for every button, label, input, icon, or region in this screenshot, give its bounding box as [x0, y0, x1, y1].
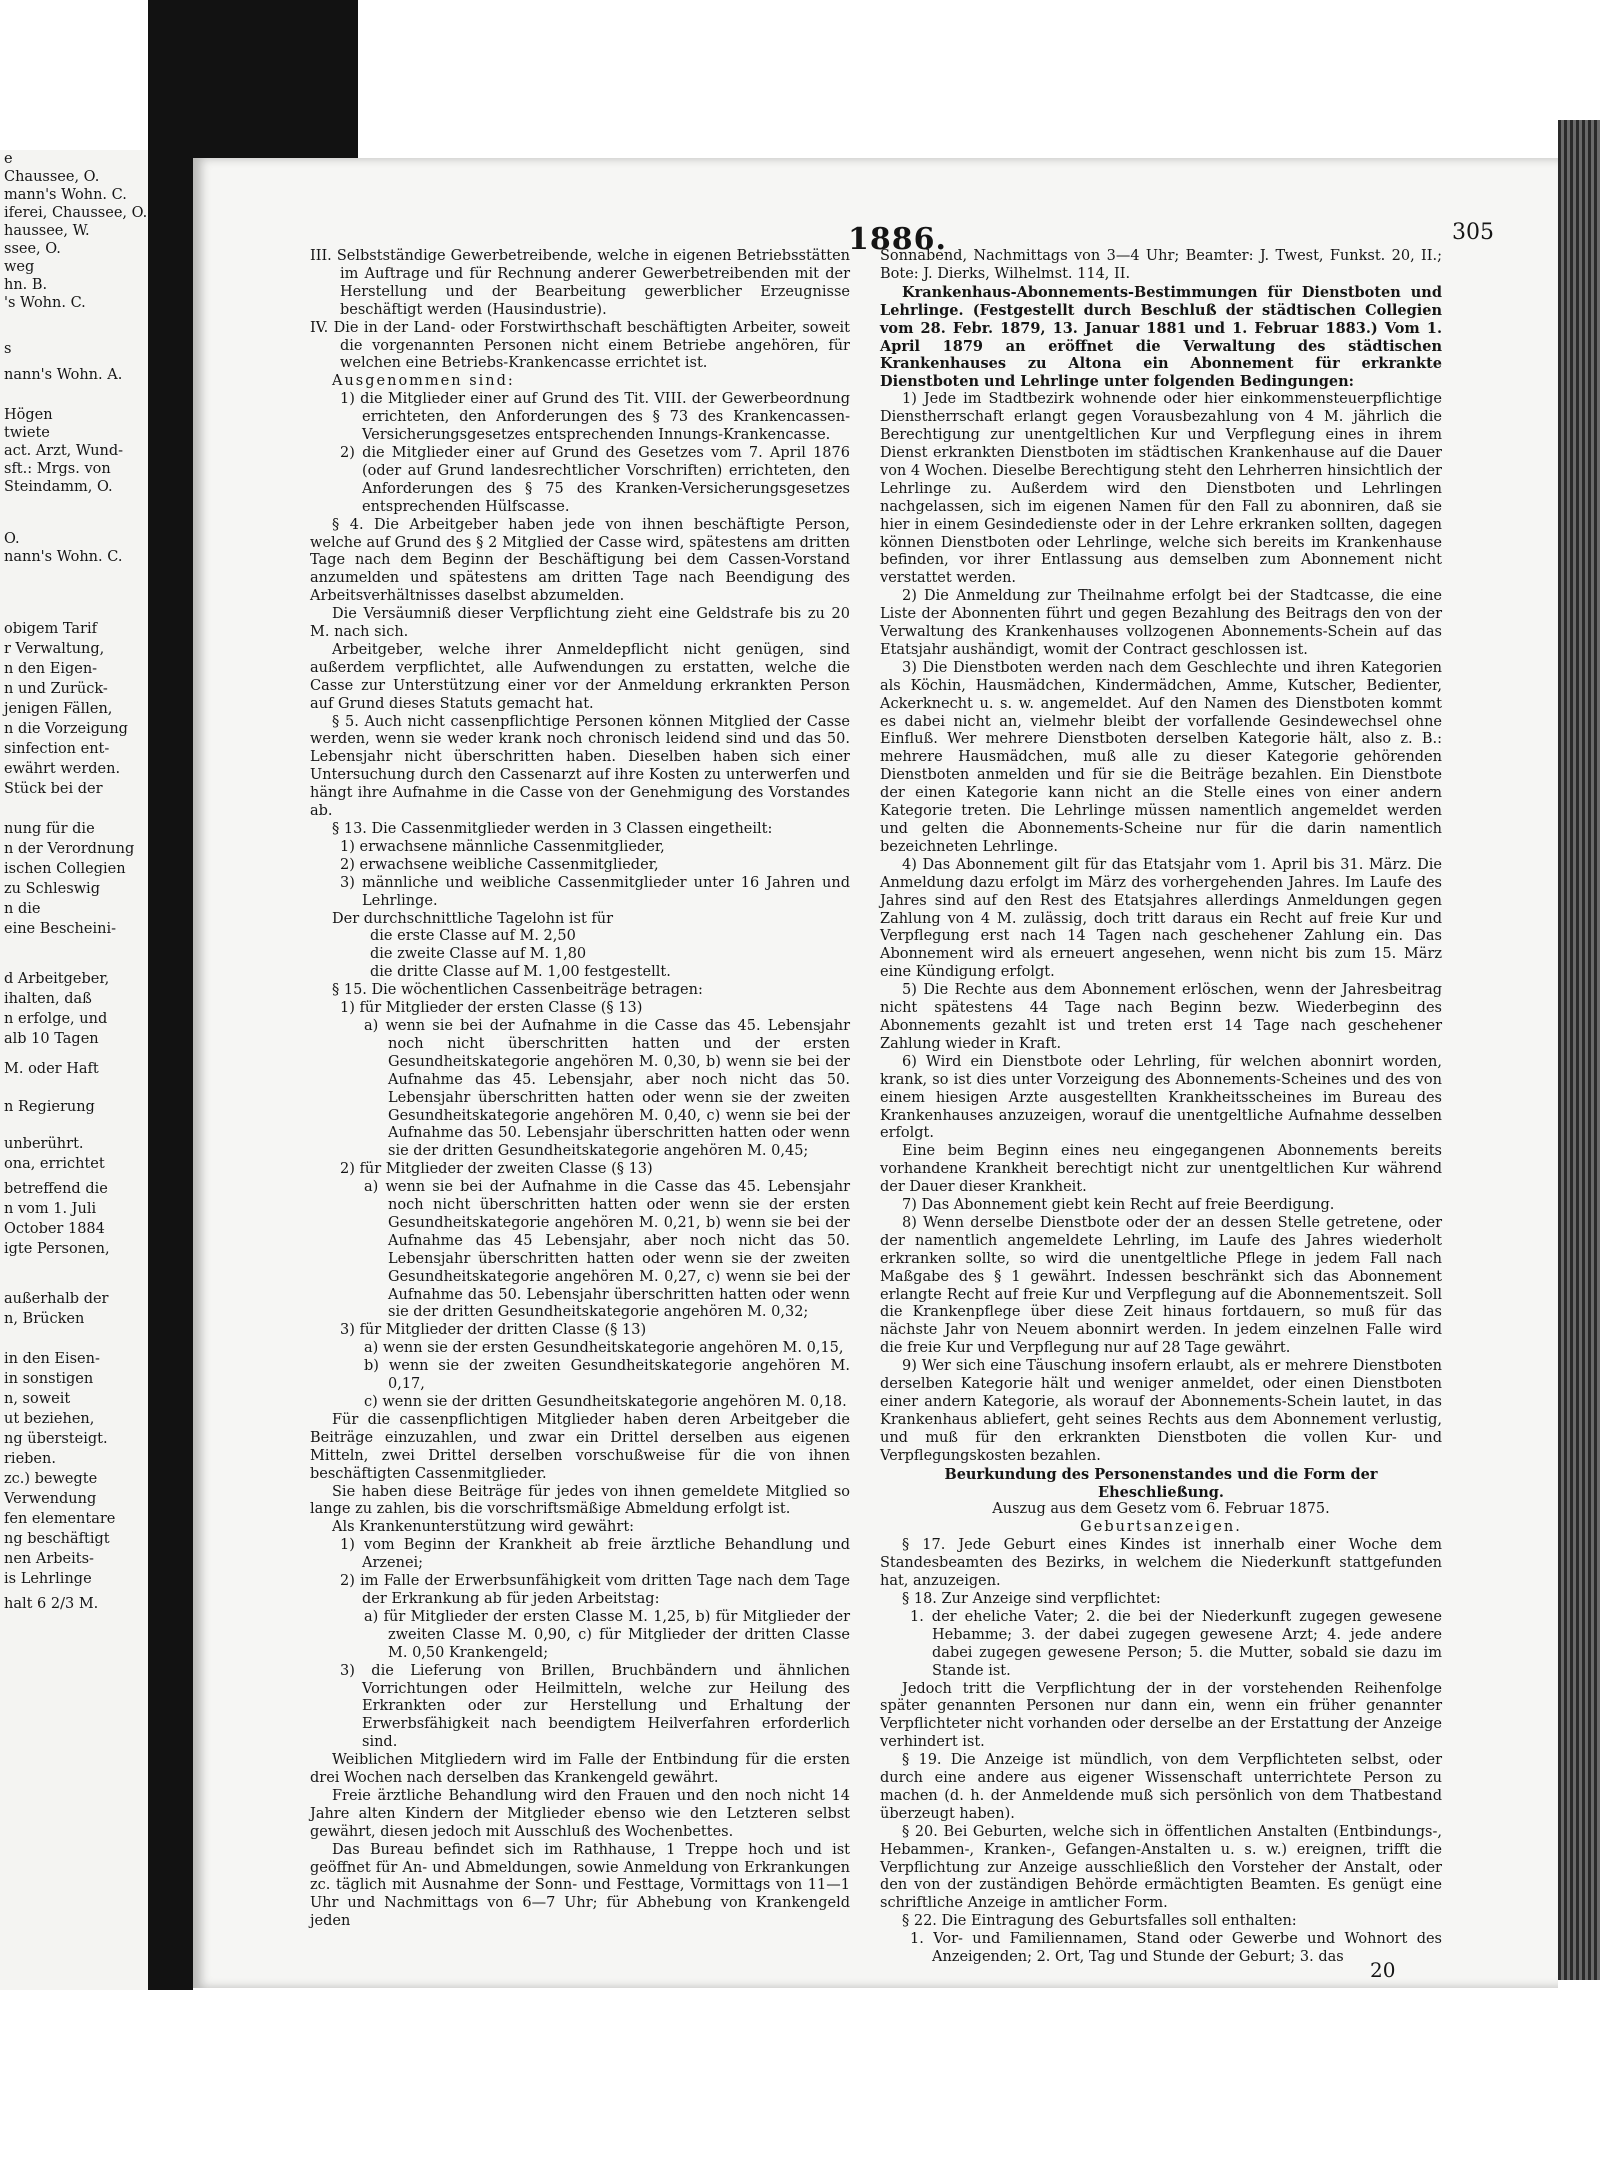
right-column-paragraph: 1. Vor- und Familiennamen, Stand oder Gewerbe und Wohnort des Anzeigenden; 2. Ort, Tag und Stunde der Geburt; 3. das	[910, 1931, 1442, 1966]
fragment-line: n vom 1. Juli	[4, 1201, 97, 1217]
right-column-paragraph: § 22. Die Eintragung des Geburtsfalles soll enthalten:	[902, 1913, 1297, 1930]
fragment-line: ihalten, daß	[4, 991, 92, 1007]
fragment-line: ut beziehen,	[4, 1411, 95, 1427]
left-column-paragraph: 1) die Mitglieder einer auf Grund des Tit. VIII. der Gewerbeordnung errichteten, den Anforderungen des § 73 des Krankencassen-Versicherungsgesetzes entsprechenden Innungs-Krankencasse.	[340, 391, 850, 444]
fragment-line: Stück bei der	[4, 781, 103, 797]
fragment-line: n der Verordnung	[4, 841, 135, 857]
left-column-paragraph: Ausgenommen sind:	[332, 373, 515, 390]
fragment-line: d Arbeitgeber,	[4, 971, 110, 987]
fragment-line: Högen	[4, 407, 53, 423]
right-text-column	[880, 248, 1442, 1967]
right-column-paragraph: 1) Jede im Stadtbezirk wohnende oder hier einkommensteuerpflichtige Dienstherrschaft erlangt gegen Vorausbezahlung von 4 M. jährlich die Berechtigung zur unentgeltlichen Kur und Verpflegung eines in ihrem Dienst erkrankten Dienstboten im städtischen Krankenhause auf die Dauer von 4 Wochen. Dieselbe Berechtigung steht den Lehrherren hinsichtlich der Lehrlinge zu. Außerdem wird den Dienstboten und Lehrlingen nachgelassen, sich im eigenen Namen für den Fall zu abonniren, daß sie hier in einem Gesindedienste oder in der Lehre erkranken sollten, dagegen können Dienstboten oder Lehrlinge, welche sich bereits im Krankenhause befinden, vor ihrer Entlassung aus demselben zum Abonnement nicht verstattet werden.	[880, 391, 1442, 587]
fragment-line: betreffend die	[4, 1181, 108, 1197]
left-column-paragraph: die zweite Classe auf M. 1,80	[370, 946, 587, 963]
right-column-paragraph: § 18. Zur Anzeige sind verpflichtet:	[902, 1590, 1161, 1607]
left-column-paragraph: a) wenn sie bei der Aufnahme in die Casse das 45. Lebensjahr noch nicht überschritten hatten und der ersten Gesundheitskategorie angehören M. 0,30, b) wenn sie bei der Aufnahme das 45. Lebensjahr, aber noch nicht das 50. Lebensjahr überschritten hatten oder wenn sie der zweiten Gesundheitskategorie angehören M. 0,40, c) wenn sie bei der Aufnahme das 50. Lebensjahr überschritten hatten oder wenn sie der dritten Gesundheitskategorie angehören M. 0,45;	[364, 1017, 850, 1160]
fragment-line: M. oder Haft	[4, 1061, 99, 1077]
right-column-paragraph: 8) Wenn derselbe Dienstbote oder der an dessen Stelle getretene, oder der namentlich angemeldete Lehrling, im Laufe des Jahres wiederholt erkranken sollte, so wird die unentgeltliche Pflege in jedem Fall nach Maßgabe des § 1 gewährt. Indessen beschränkt sich das Abonnement erlangte Recht auf freie Kur und Verpflegung auf die Abonnementszeit. Soll die Krankenpflege über diese Zeit hinaus fortdauern, so muß für das nächste Jahr von Neuem abonnirt werden. In jedem einzelnen Falle wird die freie Kur und Verpflegung nur auf 28 Tage gewährt.	[880, 1214, 1442, 1357]
fragment-line: sinfection ent-	[4, 741, 110, 757]
left-column-paragraph: 1) vom Beginn der Krankheit ab freie ärztliche Behandlung und Arzenei;	[340, 1537, 850, 1572]
left-column-paragraph: Der durchschnittliche Tagelohn ist für	[332, 910, 614, 927]
fragment-line: is Lehrlinge	[4, 1571, 92, 1587]
left-column-paragraph: 2) erwachsene weibliche Cassenmitglieder,	[340, 856, 659, 873]
left-column-paragraph: c) wenn sie der dritten Gesundheitskategorie angehören M. 0,18.	[364, 1394, 847, 1410]
fragment-line: nann's Wohn. A.	[4, 367, 123, 383]
left-column-paragraph: a) wenn sie der ersten Gesundheitskategorie angehören M. 0,15,	[364, 1340, 844, 1357]
fragment-line: jenigen Fällen,	[4, 701, 113, 717]
left-column-paragraph: 3) männliche und weibliche Cassenmitglieder unter 16 Jahren und Lehrlinge.	[340, 874, 850, 909]
fragment-line: eine Bescheini-	[4, 921, 116, 937]
left-column-paragraph: Arbeitgeber, welche ihrer Anmeldepflicht nicht genügen, sind außerdem verpflichtet, alle Aufwendungen zu erstatten, welche die Casse zur Unterstützung einer vor der Anmeldung erkrankten Person auf Grund dieses Statuts gemacht hat.	[310, 641, 850, 712]
right-column-paragraph: 2) Die Anmeldung zur Theilnahme erfolgt bei der Stadtcasse, die eine Liste der Abonnenten führt und gegen Bezahlung des Beitrags den von der Verwaltung des Krankenhauses vollzogenen Abonnements-Schein auf das Etatsjahr aushändigt, womit der Contract geschlossen ist.	[880, 588, 1442, 658]
fragment-line: obigem Tarif	[4, 621, 97, 637]
left-column-paragraph: Das Bureau befindet sich im Rathhause, 1 Treppe hoch und ist geöffnet für An- und Abmeldungen, sowie Anmeldung von Erkrankungen zc. täglich mit Ausnahme der Sonn- und Festtage, Vormittags von 11—1 Uhr und Nachmittags von 6—7 Uhr; für Abhebung von Krankengeld jeden	[310, 1841, 850, 1930]
fragment-line: in sonstigen	[4, 1371, 94, 1387]
left-column-paragraph: a) für Mitglieder der ersten Classe M. 1,25, b) für Mitglieder der zweiten Classe M. 0,90, c) für Mitglieder der dritten Classe M. 0,50 Krankengeld;	[364, 1608, 850, 1661]
fragment-line: rieben.	[4, 1451, 56, 1467]
left-column-paragraph: Die Versäumniß dieser Verpflichtung zieht eine Geldstrafe bis zu 20 M. nach sich.	[310, 606, 850, 641]
right-column-paragraph: 3) Die Dienstboten werden nach dem Geschlechte und ihren Kategorien als Köchin, Hausmädchen, Kindermädchen, Amme, Kutscher, Bedienter, Ackerknecht u. s. w. angemeldet. Auf den Namen des Dienstboten kommt es dabei nicht an, vielmehr bleibt der vorfallende Gesindewechsel ohne Einfluß. Wer mehrere Dienstboten derselben Kategorie hält, also z. B.: mehrere Hausmädchen, muß alle zu dieser Kategorie gehörenden Dienstboten anmelden und für sie die Beiträge bezahlen. Ein Dienstbote der einen Kategorie kann nicht an die Stelle eines von einer andern Kategorie treten. Die Lehrlinge müssen namentlich angemeldet werden und gelten die Abonnements-Scheine nur für die darin namentlich bezeichneten Lehrlinge.	[880, 659, 1442, 855]
left-column-paragraph: 3) die Lieferung von Brillen, Bruchbändern und ähnlichen Vorrichtungen oder Heilmitteln, welche zur Heilung des Erkrankten oder zur Herstellung und Erhaltung der Erwerbsfähigkeit nach beendigtem Heilverfahren erforderlich sind.	[340, 1662, 850, 1751]
fragment-line: ng beschäftigt	[4, 1531, 110, 1547]
right-column-paragraph: Krankenhaus-Abonnements-Bestimmungen für Dienstboten und Lehrlinge. (Festgestellt durch Beschluß der städtischen Collegien vom 28. Febr. 1879, 13. Januar 1881 und 1. Februar 1883.) Vom 1. April 1879 an eröffnet die Verwaltung des städtischen Krankenhauses zu Altona ein Abonnement für erkrankte Dienstboten und Lehrlinge unter folgenden Bedingungen:	[880, 283, 1442, 391]
fragment-line: igte Personen,	[4, 1241, 110, 1257]
fragment-line: act. Arzt, Wund-	[4, 443, 124, 459]
fragment-line: unberührt.	[4, 1136, 84, 1152]
left-column-paragraph: Weiblichen Mitgliedern wird im Falle der Entbindung für die ersten drei Wochen nach derselben das Krankengeld gewährt.	[310, 1752, 850, 1787]
right-column-paragraph: 9) Wer sich eine Täuschung insofern erlaubt, als er mehrere Dienstboten derselben Kategorie hält und weniger anmeldet, oder einen Dienstboten einer andern Kategorie, als worauf der Abonnements-Schein lautet, in das Krankenhaus abliefert, geht seines Rechts aus dem Abonnement verlustig, und muß für den erkrankten Dienstboten die vollen Kur- und Verpflegungskosten bezahlen.	[880, 1358, 1442, 1464]
fragment-line: nen Arbeits-	[4, 1551, 94, 1567]
left-column-paragraph: IV. Die in der Land- oder Forstwirthschaft beschäftigten Arbeiter, soweit die vorgenannten Personen nicht einem Betriebe angehören, für welchen eine Betriebs-Krankencasse errichtet ist.	[310, 319, 850, 372]
left-column-paragraph: die dritte Classe auf M. 1,00 festgestellt.	[370, 964, 671, 981]
left-column-paragraph: 2) für Mitglieder der zweiten Classe (§ 13)	[340, 1161, 653, 1178]
left-column-paragraph: III. Selbstständige Gewerbetreibende, welche in eigenen Betriebsstätten im Auftrage und für Rechnung anderer Gewerbetreibenden mit der Herstellung und der Bearbeitung gewerblicher Erzeugnisse beschäftigt werden (Hausindustrie).	[310, 248, 850, 318]
left-column-paragraph: § 15. Die wöchentlichen Cassenbeiträge betragen:	[332, 982, 703, 999]
left-column-paragraph: 2) im Falle der Erwerbsunfähigkeit vom dritten Tage nach dem Tage der Erkrankung ab für jeden Arbeitstag:	[340, 1573, 850, 1607]
left-column-paragraph: 3) für Mitglieder der dritten Classe (§ 13)	[340, 1322, 647, 1339]
right-column-paragraph: Jedoch tritt die Verpflichtung der in der vorstehenden Reihenfolge später genannten Personen nur dann ein, wenn ein früher genannter Verpflichteter nicht vorhanden oder derselbe an der Erstattung der Anzeige verhindert ist.	[880, 1680, 1442, 1751]
fragment-line: O.	[4, 531, 20, 547]
left-column-paragraph: § 13. Die Cassenmitglieder werden in 3 Classen eingetheilt:	[332, 821, 773, 837]
fragment-line: ng übersteigt.	[4, 1431, 108, 1447]
right-column-paragraph: 1. der eheliche Vater; 2. die bei der Niederkunft zugegen gewesene Hebamme; 3. der dabei zugegen gewesene Arzt; 4. jede andere dabei zugegen gewesene Person; 5. die Mutter, sobald sie dazu im Stande ist.	[910, 1608, 1442, 1679]
left-column-paragraph: 1) für Mitglieder der ersten Classe (§ 13)	[340, 1000, 643, 1017]
right-column-paragraph: 7) Das Abonnement giebt kein Recht auf freie Beerdigung.	[902, 1197, 1335, 1214]
right-column-paragraph: Geburtsanzeigen.	[1080, 1519, 1242, 1536]
fragment-line: n Regierung	[4, 1099, 95, 1115]
fragment-line: October 1884	[4, 1221, 105, 1237]
fragment-line: iferei, Chaussee, O.	[4, 205, 148, 221]
fragment-line: twiete	[4, 425, 50, 441]
fragment-line: alb 10 Tagen	[4, 1031, 99, 1047]
right-column-paragraph: § 17. Jede Geburt eines Kindes ist innerhalb einer Woche dem Standesbeamten des Bezirks, in welchem die Niederkunft stattgefunden hat, anzuzeigen.	[880, 1537, 1442, 1590]
fragment-line: fen elementare	[4, 1511, 116, 1527]
fragment-line: nann's Wohn. C.	[4, 549, 123, 565]
fragment-line: mann's Wohn. C.	[4, 187, 127, 203]
right-column-paragraph: Auszug aus dem Gesetz vom 6. Februar 1875.	[992, 1501, 1330, 1518]
left-column-paragraph: die erste Classe auf M. 2,50	[370, 928, 576, 945]
fragment-line: zu Schleswig	[4, 881, 100, 897]
fragment-line: haussee, W.	[4, 223, 90, 239]
fragment-line: halt 6 2/3 M.	[4, 1596, 99, 1612]
right-column-paragraph: 5) Die Rechte aus dem Abonnement erlöschen, wenn der Jahresbeitrag nicht spätestens 44 Tage nach Beginn bezw. Wiederbeginn des Abonnements gezahlt ist und treten erst 14 Tage nach geschehener Zahlung wieder in Kraft.	[880, 982, 1442, 1052]
fragment-line: nung für die	[4, 821, 95, 837]
fragment-line: ischen Collegien	[4, 861, 126, 877]
fragment-line: Steindamm, O.	[4, 479, 113, 495]
left-column-paragraph: 2) die Mitglieder einer auf Grund des Gesetzes vom 7. April 1876 (oder auf Grund landesrechtlicher Vorschriften) errichteten, den Anforderungen des § 75 des Kranken-Versicherungsgesetzes entsprechenden Hülfscasse.	[340, 444, 850, 515]
left-column-paragraph: § 4. Die Arbeitgeber haben jede von ihnen beschäftigte Person, welche auf Grund des § 2 Mitglied der Casse wird, spätestens am dritten Tage nach dem Beginn der Beschäftigung bei dem Cassen-Vorstand anzumelden und spätestens am dritten Tage nach Beendigung des Arbeitsverhältnisses daselbst abzumelden.	[310, 516, 850, 605]
right-column-paragraph: § 19. Die Anzeige ist mündlich, von dem Verpflichteten selbst, oder durch eine andere aus eigener Wissenschaft unterrichtete Person zu machen (d. h. der Anmeldende muß sich persönlich von dem Thatbestand überzeugt haben).	[880, 1752, 1442, 1822]
signature-number: 20	[1370, 1958, 1396, 1982]
fragment-line: s	[4, 341, 12, 357]
fragment-line: ewährt werden.	[4, 761, 121, 777]
fragment-line: 's Wohn. C.	[4, 295, 86, 311]
right-column-paragraph: Beurkundung des Personenstandes und die Form der Eheschließung.	[944, 1465, 1378, 1501]
fragment-line: zc.) bewegte	[4, 1471, 98, 1487]
left-column-paragraph: 1) erwachsene männliche Cassenmitglieder,	[340, 838, 665, 855]
fragment-line: n, Brücken	[4, 1311, 85, 1327]
fragment-line: n die Vorzeigung	[4, 721, 128, 737]
fragment-line: n die	[4, 901, 41, 917]
fragment-line: n den Eigen-	[4, 661, 98, 677]
right-column-paragraph: Sonnabend, Nachmittags von 3—4 Uhr; Beamter: J. Twest, Funkst. 20, II.; Bote: J. Dierks, Wilhelmst. 114, II.	[880, 248, 1442, 282]
page-number: 305	[1452, 220, 1494, 245]
fragment-line: hn. B.	[4, 277, 48, 293]
previous-page-fragment	[0, 150, 148, 1990]
left-column-paragraph: § 5. Auch nicht cassenpflichtige Personen können Mitglied der Casse werden, wenn sie weder krank noch chronisch leidend sind und das 50. Lebensjahr nicht überschritten haben. Dieselben haben sich einer Untersuchung durch den Cassenarzt auf ihre Kosten zu unterwerfen und hängt ihre Aufnahme in die Casse von der Genehmigung des Vorstandes ab.	[310, 713, 850, 820]
fragment-line: weg	[4, 259, 35, 275]
left-column-paragraph: b) wenn sie der zweiten Gesundheitskategorie angehören M. 0,17,	[364, 1358, 850, 1393]
fragment-line: r Verwaltung,	[4, 641, 105, 657]
right-column-paragraph: 6) Wird ein Dienstbote oder Lehrling, für welchen abonnirt worden, krank, so ist dies unter Vorzeigung des Abonnements-Scheines und des von einem hiesigen Arzte ausgestellten Krankheitsscheines im Bureau des Krankenhauses anzuzeigen, worauf die unentgeltliche Aufnahme desselben erfolgt.	[880, 1053, 1442, 1142]
fragment-line: Chaussee, O.	[4, 169, 100, 185]
fragment-line: e	[4, 151, 13, 167]
left-column-paragraph: Sie haben diese Beiträge für jedes von ihnen gemeldete Mitglied so lange zu zahlen, bis die vorschriftsmäßige Abmeldung erfolgt ist.	[310, 1483, 850, 1518]
scan-bottom-margin	[0, 1990, 1600, 2177]
right-column-paragraph: 4) Das Abonnement gilt für das Etatsjahr vom 1. April bis 31. März. Die Anmeldung dazu erfolgt im März des vorhergehenden Jahres. Im Laufe des Jahres sind auf den Rest des Etatsjahres allerdings Anmeldungen gegen Zahlung von 4 M. zulässig, doch tritt daraus ein Recht auf freie Kur und Verpflegung erst nach 14 Tagen nach geschehener Zahlung ein. Das Abonnement wird als erneuert angesehen, wenn nicht bis zum 15. März eine Kündigung erfolgt.	[880, 856, 1442, 981]
left-column-paragraph: Freie ärztliche Behandlung wird den Frauen und den noch nicht 14 Jahre alten Kindern der Mitglieder ebenso wie den Letzteren selbst gewährt, diesen jedoch mit Ausschluß des Wochenbettes.	[310, 1787, 850, 1840]
right-column-paragraph: § 20. Bei Geburten, welche sich in öffentlichen Anstalten (Entbindungs-, Hebammen-, Kranken-, Gefangen-Anstalten u. s. w.) ereignen, trifft die Verpflichtung zur Anzeige ausschließlich den Vorsteher der Anstalt, oder den von der zuständigen Behörde ermächtigten Beamten. Es genügt eine schriftliche Anzeige in amtlicher Form.	[880, 1823, 1442, 1912]
fragment-line: in den Eisen-	[4, 1351, 100, 1367]
fragment-line: ona, errichtet	[4, 1156, 105, 1172]
right-column-paragraph: Eine beim Beginn eines neu eingegangenen Abonnements bereits vorhandene Krankheit berechtigt nicht zur unentgeltlichen Kur während der Dauer dieser Krankheit.	[880, 1143, 1442, 1196]
fragment-line: n erfolge, und	[4, 1011, 108, 1027]
page-year-heading: 1886.	[848, 222, 947, 257]
left-text-column	[310, 248, 850, 1931]
fragment-line: ssee, O.	[4, 241, 61, 257]
fragment-line: n, soweit	[4, 1391, 71, 1407]
fragment-line: außerhalb der	[4, 1291, 109, 1307]
fragment-line: sft.: Mrgs. von	[4, 461, 111, 477]
fragment-line: Verwendung	[4, 1491, 97, 1507]
page-edge-stack	[1558, 120, 1600, 1980]
left-column-paragraph: Als Krankenunterstützung wird gewährt:	[332, 1519, 635, 1536]
fragment-line: n und Zurück-	[4, 681, 108, 697]
left-column-paragraph: Für die cassenpflichtigen Mitglieder haben deren Arbeitgeber die Beiträge einzuzahlen, und zwar ein Drittel derselben aus eigenen Mitteln, zwei Drittel derselben vorschußweise für die von ihnen beschäftigten Cassenmitglieder.	[310, 1411, 850, 1482]
book-gutter	[148, 0, 193, 2177]
left-column-paragraph: a) wenn sie bei der Aufnahme in die Casse das 45. Lebensjahr noch nicht überschritten hatten oder wenn sie der ersten Gesundheitskategorie angehören M. 0,21, b) wenn sie bei der Aufnahme das 45 Lebensjahr, aber noch nicht das 50. Lebensjahr überschritten hatten oder wenn sie der zweiten Gesundheitskategorie angehören M. 0,27, c) wenn sie bei der Aufnahme das 50. Lebensjahr überschritten hatten oder wenn sie der dritten Gesundheitskategorie angehören M. 0,32;	[364, 1179, 850, 1321]
